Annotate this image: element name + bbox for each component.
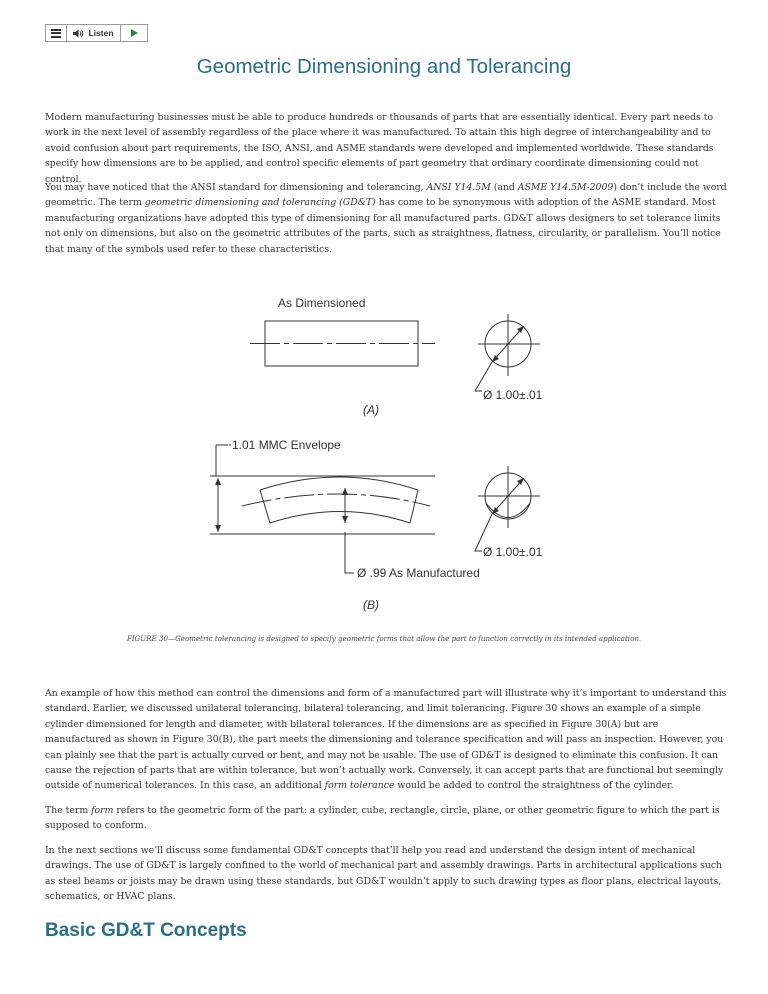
text-span: You may have noticed that the ANSI standard for dimensioning and tolerancing, [45,182,427,193]
figure-caption: FIGURE 30—Geometric tolerancing is designed to specify geometric forms that allow the part to function correctly in its intended application. [126,634,642,643]
arrowhead [342,516,348,523]
listen-label: Listen [88,28,114,38]
arrowhead [342,488,348,495]
play-button[interactable] [121,25,147,41]
speaker-icon [73,29,84,38]
paragraph-ansi [45,180,727,257]
paragraph-form [45,803,727,834]
text-span: has come to be synonymous with adoption of the ASME standard. Most manufacturing organizations have adopted this type of dimensioning for all manufactured parts. GD&T allows designers to set tolerance limits not only on dimensions, but also on the geometric attributes of the parts, such as straightness, flatness, circularity, or parallelism. You’ll notice that many of the symbols used refer to these characteristics. [45,197,721,255]
menu-button[interactable] [46,25,67,41]
page-title: Geometric Dimensioning and Tolerancing [196,55,572,78]
as-dimensioned-label: As Dimensioned [278,296,366,310]
centerline-b [242,494,430,506]
paragraph-next-sections: In the next sections we’ll discuss some fundamental GD&T concepts that’ll help you read and understand the design intent of mechanical drawings. The use of GD&T is largely confined to the world of mechanical part and assembly drawings. Parts in architectural applications such as steel beams or joists may be drawn using these standards, but GD&T wouldn’t apply to such drawing types as floor plans, electrical layouts, schematics, or HVAC plans. [45,845,723,903]
gdt-term: geometric dimensioning and tolerancing (GD&T) [144,197,376,209]
play-icon [131,29,138,37]
form-term: form [91,805,114,816]
curved-part-top [260,477,418,490]
form-tolerance-term: form tolerance [324,780,395,792]
figure-label-a: (A) [363,403,379,417]
text-span: (and [490,182,518,193]
arrowhead [215,525,221,532]
paragraph-example [45,686,727,794]
text-span: refers to the geometric form of the part: a cylinder, cube, rectangle, circle, plane, or other geometric figure to which the part is supposed to conform. [45,805,720,832]
text-span: The term [45,805,92,816]
menu-icon [51,27,61,39]
asme-standard-name: ASME Y14.5M-2009 [517,182,614,193]
figure-label-b: (B) [363,598,379,612]
listen-toolbar [45,24,148,42]
as-manufactured-label: Ø .99 As Manufactured [357,566,480,580]
curved-part-right-end [410,490,418,523]
mmc-envelope-label: 1.01 MMC Envelope [232,438,341,452]
figure-30 [200,286,570,616]
text-span: An example of how this method can control the dimensions and form of a manufactured part will illustrate why it’s important to understand this standard. Earlier, we discussed unilateral tolerancing, bilateral tolerancing, and limit tolerancing. Figure 30 shows an example of a simple cylinder dimensioned for length and diameter, with bilateral tolerances. If the dimensions are as specified in Figure 30(A) but are manufactured as shown in Figure 30(B), the part meets the dimensioning and tolerance specification and will pass an inspection. However, you can plainly see that the part is actually curved or bent, and may not be usable. The use of GD&T is designed to eliminate this confusion. It can cause the rejection of parts that are within tolerance, but won’t actually work. Conversely, it can accept parts that are functional but seemingly outside of numerical tolerances. In this case, an additional [45,688,727,792]
paragraph-intro: Modern manufacturing businesses must be able to produce hundreds or thousands of parts that are essentially identical. Every part needs to work in the next level of assembly regardless of the place where it was manufactured. To attain this high degree of interchangeability and to avoid confusion about part requirements, the ISO, ANSI, and ASME standards were developed and implemented worldwide. These standards specify how dimensions are to be applied, and control specific elements of part geometry that ordinary coordinate dimensioning could not control. [45,112,714,185]
gdt-diagram [200,286,570,616]
listen-button[interactable] [67,25,121,41]
dimension-label-b: Ø 1.00±.01 [483,545,543,559]
curved-part-left-end [260,490,270,523]
text-span: would be added to control the straightness of the cylinder. [394,780,674,792]
as-manufactured-leader [345,532,354,573]
arrowhead [215,478,221,485]
dim-leader-a [475,362,492,391]
curved-part-bottom [270,512,410,524]
ansi-standard-name: ANSI Y14.5M [426,182,491,193]
dimension-label-a: Ø 1.00±.01 [483,388,543,402]
text-span: ) don’t include the word geometric. The term [45,182,727,209]
section-title: Basic GD&T Concepts [45,920,247,941]
